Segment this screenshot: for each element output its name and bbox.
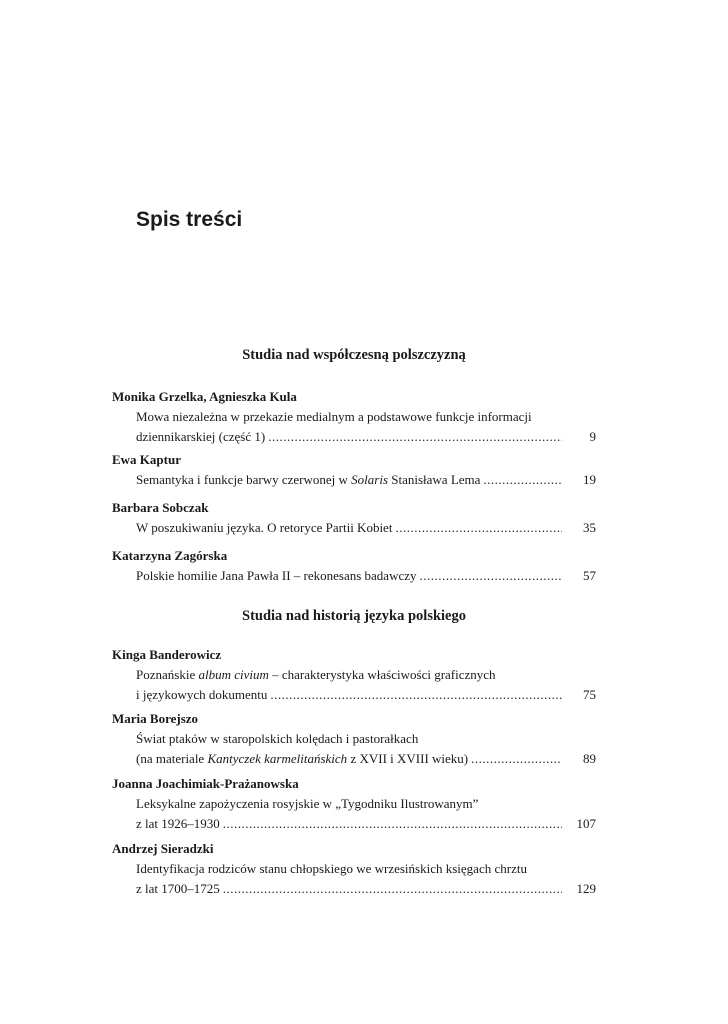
entry-title-line: Świat ptaków w staropolskich kolędach i pastorałkach — [136, 731, 419, 746]
entry-page-number: 19 — [583, 472, 596, 487]
entry-title-text: Semantyka i funkcje barwy czerwonej w Solaris Stanisława Lema — [136, 472, 481, 487]
toc-entry — [112, 839, 596, 899]
dot-leader — [223, 879, 562, 899]
toc-entry — [112, 498, 596, 538]
dot-leader — [268, 427, 562, 447]
toc-entry — [112, 450, 596, 490]
entry-title-line-last — [112, 566, 596, 586]
entry-author: Katarzyna Zagórska — [112, 548, 228, 563]
entry-title-text: z lat 1926–1930 — [136, 816, 220, 831]
entry-title-line: Leksykalne zapożyczenia rosyjskie w „Tygodniku Ilustrowanym” — [136, 796, 479, 811]
entry-author: Andrzej Sieradzki — [112, 841, 214, 856]
dot-leader — [471, 749, 562, 769]
entry-title-text: (na materiale Kantyczek karmelitańskich z XVII i XVIII wieku) — [136, 751, 469, 766]
dot-leader — [270, 685, 562, 705]
entry-title-text: W poszukiwaniu języka. O retoryce Partii Kobiet — [136, 520, 393, 535]
toc-entry — [112, 709, 596, 769]
italic-title: album civium — [198, 667, 269, 682]
italic-title: Kantyczek karmelitańskich — [207, 751, 348, 766]
entry-author: Kinga Banderowicz — [112, 647, 222, 662]
entry-title-line-last — [112, 814, 596, 834]
section-heading: Studia nad historią języka polskiego — [242, 608, 466, 624]
entry-title-line: Identyfikacja rodziców stanu chłopskiego we wrzesińskich księgach chrztu — [136, 861, 527, 876]
entry-page-number: 129 — [576, 881, 596, 896]
entry-title-line-last — [112, 749, 596, 769]
dot-leader — [420, 566, 562, 586]
entry-author: Monika Grzelka, Agnieszka Kula — [112, 389, 297, 404]
entry-title-line-last — [112, 427, 596, 447]
entry-title-line-last — [112, 518, 596, 538]
entry-author: Ewa Kaptur — [112, 452, 181, 467]
dot-leader — [223, 814, 562, 834]
entry-title-line: Poznańskie album civium – charakterystyka właściwości graficznych — [136, 667, 496, 682]
entry-page-number: 35 — [583, 520, 596, 535]
toc-entry — [112, 774, 596, 834]
entry-title-line-last — [112, 879, 596, 899]
section-heading: Studia nad współczesną polszczyzną — [242, 347, 466, 363]
toc-entry — [112, 546, 596, 586]
entry-page-number: 107 — [576, 816, 596, 831]
entry-title-line-last — [112, 685, 596, 705]
toc-entry — [112, 387, 596, 447]
entry-author: Maria Borejszo — [112, 711, 199, 726]
entry-title-line: Mowa niezależna w przekazie medialnym a podstawowe funkcje informacji — [136, 409, 532, 424]
entry-title-text: i językowych dokumentu — [136, 687, 268, 702]
entry-page-number: 89 — [583, 751, 596, 766]
dot-leader — [395, 518, 562, 538]
entry-author: Joanna Joachimiak-Prażanowska — [112, 776, 299, 791]
italic-title: Solaris — [351, 472, 388, 487]
toc-entry — [112, 645, 596, 705]
entry-page-number: 75 — [583, 687, 596, 702]
entry-page-number: 9 — [589, 429, 596, 444]
entry-title-text: Polskie homilie Jana Pawła II – rekonesans badawczy — [136, 568, 417, 583]
entry-title-text: z lat 1700–1725 — [136, 881, 220, 896]
dot-leader — [483, 470, 562, 490]
entry-page-number: 57 — [583, 568, 596, 583]
entry-title-line-last — [112, 470, 596, 490]
entry-title-text: dziennikarskiej (część 1) — [136, 429, 266, 444]
page-title: Spis treści — [136, 208, 243, 231]
entry-author: Barbara Sobczak — [112, 500, 209, 515]
